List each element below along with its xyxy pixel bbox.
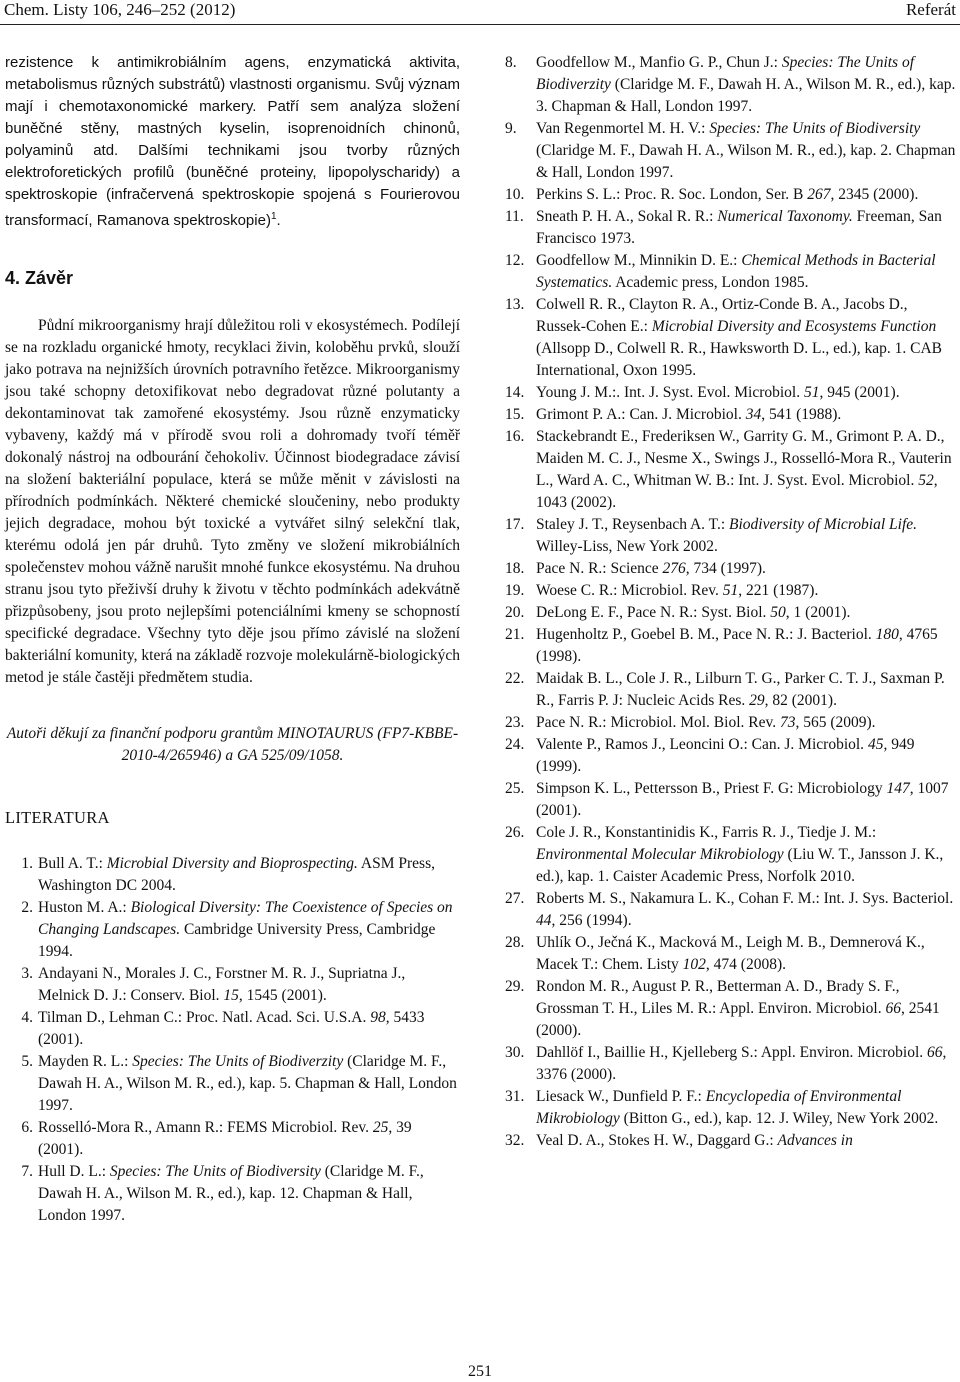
reference-italic: 180 [875,626,899,643]
reference-italic: 73 [779,714,796,731]
reference-italic: 98 [370,1009,386,1026]
reference-number: 20. [505,604,525,621]
reference-text: Rosselló-Mora R., Amann R.: FEMS Microbiol. Rev. [38,1119,373,1136]
reference-text-end: , 565 (2009). [795,714,876,731]
reference-item [505,404,960,426]
reference-item [505,294,960,382]
reference-number: 14. [505,384,525,401]
reference-text-end: (Claridge M. F., Dawah H. A., Wilson M. R., ed.), kap. 3. Chapman & Hall, London 1997. [536,76,956,115]
reference-text: Hugenholtz P., Goebel B. M., Pace N. R.: J. Bacteriol. [536,626,876,643]
reference-italic: 34 [745,406,762,423]
reference-item [505,1130,960,1152]
reference-italic: 25 [372,1119,389,1136]
page-number: 251 [468,1363,492,1380]
reference-number: 13. [505,296,525,313]
reference-item [5,1161,460,1227]
reference-text-end: , 949 (1999). [536,736,915,775]
reference-number: 23. [505,714,525,731]
reference-number: 8. [505,54,517,71]
reference-text: DeLong E. F., Pace N. R.: Syst. Biol. [536,604,771,621]
reference-text-end: Academic press, London 1985. [612,274,809,291]
reference-text-end: Cambridge University Press, Cambridge 1994. [38,921,436,960]
reference-item [505,580,960,602]
reference-text-end: , 1 (2001). [785,604,851,621]
reference-italic: Species: The Units of Biodiverzity [536,54,915,93]
journal-citation: Chem. Listy 106, 246–252 (2012) [4,0,236,19]
reference-list-left [5,853,460,1227]
reference-italic: Species: The Units of Biodiversity [709,120,921,137]
reference-item [505,206,960,250]
reference-number: 11. [505,208,524,225]
reference-item [505,602,960,624]
left-column [5,52,460,1227]
reference-number: 30. [505,1044,525,1061]
reference-italic: 51 [804,384,820,401]
reference-text: Liesack W., Dunfield P. F.: [536,1088,706,1105]
reference-text-end: , 5433 (2001). [38,1009,425,1048]
reference-item [505,778,960,822]
reference-italic: 102 [682,956,706,973]
reference-number: 17. [505,516,525,533]
reference-number: 15. [505,406,525,423]
reference-italic: Advances in [777,1132,853,1149]
reference-text-end: , 221 (1987). [738,582,819,599]
reference-text-end: (Bitton G., ed.), kap. 12. J. Wiley, New York 2002. [619,1110,939,1127]
reference-text-end: , 1545 (2001). [238,987,327,1004]
reference-italic: Biodiversity of Microbial Life. [729,516,917,533]
reference-text: Roberts M. S., Nakamura L. K., Cohan F. M.: Int. J. Sys. Bacteriol. [536,890,954,907]
section-label: Referát [905,0,956,19]
reference-number: 27. [505,890,525,907]
reference-text: Huston M. A.: [38,899,131,916]
reference-text-end: Freeman, San Francisco 1973. [536,208,942,247]
reference-italic: 147 [886,780,910,797]
reference-number: 2. [21,899,33,916]
reference-number: 1. [21,855,33,872]
reference-text: Pace N. R.: Microbiol. Mol. Biol. Rev. [536,714,780,731]
reference-text: Dahllöf I., Baillie H., Kjelleberg S.: Appl. Environ. Microbiol. [536,1044,928,1061]
reference-text-end: Willey-Liss, New York 2002. [536,538,718,555]
reference-number: 19. [505,582,525,599]
reference-number: 6. [21,1119,33,1136]
reference-item [5,1051,460,1117]
reference-number: 18. [505,560,525,577]
reference-item [505,624,960,668]
reference-number: 29. [505,978,525,995]
reference-item [505,52,960,118]
reference-text: Sneath P. H. A., Sokal R. R.: [536,208,718,225]
reference-italic: 15 [223,987,239,1004]
reference-text: Uhlík O., Ječná K., Macková M., Leigh M. B., Demnerová K., Macek T.: Chem. Listy [536,934,925,973]
reference-italic: Biological Diversity: The Coexistence of Species on Changing Landscapes. [38,899,453,938]
reference-text: Maidak B. L., Cole J. R., Lilburn T. G., Parker C. T. J., Saxman P. R., Farris P. J: Nucleic Acids Res. [536,670,945,709]
reference-item [505,426,960,514]
reference-number: 7. [21,1163,33,1180]
reference-text: Staley J. T., Reysenbach A. T.: [536,516,730,533]
reference-item [505,932,960,976]
reference-italic: 276 [662,560,686,577]
reference-text: Valente P., Ramos J., Leoncini O.: Can. J. Microbiol. [536,736,868,753]
right-column [505,52,960,1152]
reference-item [505,734,960,778]
reference-item [505,668,960,712]
reference-number: 4. [21,1009,33,1026]
reference-text: Rondon M. R., August P. R., Betterman A. D., Brady S. F., Grossman T. H., Liles M. R.: Appl. Environ. Microbiol. [536,978,900,1017]
reference-item [505,712,960,734]
reference-italic: 45 [867,736,884,753]
reference-item [505,558,960,580]
reference-text: Hull D. L.: [38,1163,110,1180]
reference-text: Goodfellow M., Manfio G. P., Chun J.: [536,54,782,71]
acknowledgement: Autoři děkují za finanční podporu grantům MINOTAURUS (FP7-KBBE-2010-4/265946) a GA 525/09/1058. [6,725,459,764]
reference-number: 3. [21,965,33,982]
reference-number: 10. [505,186,525,203]
reference-italic: Environmental Molecular Mikrobiology [536,846,784,863]
reference-text: Stackebrandt E., Frederiksen W., Garrity G. M., Grimont P. A. D., Maiden M. C. J., Nesme X., Swings J., Rosselló-Mora R., Vauterin L., Ward A. C., Whitman W. B.: Int. J. Syst. Evol. Microbiol. [536,428,952,489]
reference-item [5,853,460,897]
reference-italic: 50 [770,604,786,621]
reference-italic: 52 [918,472,934,489]
reference-italic: Species: The Units of Biodiverzity [132,1053,344,1070]
reference-text-end: , 945 (2001). [819,384,900,401]
reference-text-end: , 1007 (2001). [536,780,949,819]
reference-number: 24. [505,736,525,753]
reference-text-end: , 256 (1994). [551,912,632,929]
reference-text-end: , 541 (1988). [761,406,842,423]
reference-italic: 51 [722,582,739,599]
reference-number: 32. [505,1132,525,1149]
reference-item [5,1117,460,1161]
reference-list-right [505,52,960,1152]
reference-number: 26. [505,824,525,841]
reference-item [505,976,960,1042]
reference-text: Andayani N., Morales J. C., Forstner M. R. J., Supriatna J., Melnick D. J.: Conserv. Biol. [38,965,406,1004]
reference-text-end: , 734 (1997). [685,560,766,577]
reference-item [505,382,960,404]
reference-text: Young J. M.:. Int. J. Syst. Evol. Microbiol. [536,384,804,401]
reference-text-end: , 1043 (2002). [536,472,938,511]
reference-text-end: , 3376 (2000). [536,1044,947,1083]
reference-text-end: , 82 (2001). [764,692,837,709]
reference-italic: Species: The Units of Biodiversity [109,1163,321,1180]
reference-item [5,963,460,1007]
reference-text: Veal D. A., Stokes H. W., Daggard G.: [536,1132,778,1149]
reference-text-end: , 4765 (1998). [536,626,938,665]
literature-heading: LITERATURA [5,808,110,827]
reference-italic: Chemical Methods in Bacterial Systematics. [536,252,936,291]
reference-italic: 66 [927,1044,943,1061]
reference-number: 25. [505,780,525,797]
reference-text: Pace N. R.: Science [536,560,663,577]
reference-item [505,250,960,294]
reference-text: Cole J. R., Konstantinidis K., Farris R. J., Tiedje J. M.: [536,824,877,841]
reference-text: Van Regenmortel M. H. V.: [536,120,710,137]
reference-text-end: (Allsopp D., Colwell R. R., Hawksworth D. L., ed.), kap. 1. CAB International, Oxon 1995. [536,340,942,379]
section-heading: 4. Závěr [5,268,74,288]
reference-text: Tilman D., Lehman C.: Proc. Natl. Acad. Sci. U.S.A. [38,1009,371,1026]
reference-text-end: (Claridge M. F., Dawah H. A., Wilson M. R., ed.), kap. 5. Chapman & Hall, London 1997. [38,1053,457,1114]
reference-item [505,184,960,206]
conclusion-paragraph: Půdní mikroorganismy hrají důležitou roli v ekosystémech. Podílejí se na rozkladu organické hmoty, recyklaci živin, koloběhu prvků, slouží jako potrava na nejnižších úrovních potravního řetězce. Mikroorganismy jsou také schopny detoxifikovat nebo degradovat různé polutanty a dekontaminovat tak zamořené ekosystémy. Jsou různě enzymaticky vybaveny, každý má v přírodě svou roli a dohromady tvoří téměř dokonalý nástroj na odbourání čehokoliv. Účinnost biodegradace závisí na složení bakteriální populace, která se může měnit v závislosti na přírodních podmínkách. Některé chemické sloučeniny, nebo produkty jejich degradace, mohou být toxické a vytvářet silný selekční tlak, kterému odolá jen pár druhů. Tyto změny ve složení mikrobiálních společenstev mohou vážně narušit mnohé funkce ekosystému. Na druhou stranu jsou tyto přeživší druhy k životu v těchto podmínkách adekvátně přizpůsobeny, jsou proto nejlepšími potenciálními kmeny se schopností specifické degradace. Všechny tyto děje jsou přímo závislé na složení bakteriální komunity, která na základě rozvoje molekulárně-biologických metod je stále častěji předmětem studia. [5,317,460,686]
reference-text: Goodfellow M., Minnikin D. E.: [536,252,742,269]
reference-italic: Microbial Diversity and Bioprospecting. [106,855,358,872]
reference-italic: 44 [536,912,552,929]
reference-text-end: , 474 (2008). [705,956,786,973]
reference-italic: Encyclopedia of Environmental Mikrobiology [536,1088,902,1127]
reference-number: 22. [505,670,525,687]
reference-item [505,1042,960,1086]
reference-text-end: , 2345 (2000). [830,186,919,203]
reference-text: Bull A. T.: [38,855,107,872]
reference-text-end: (Claridge M. F., Dawah H. A., Wilson M. R., ed.), kap. 12. Chapman & Hall, London 1997. [38,1163,424,1224]
reference-italic: 66 [885,1000,901,1017]
intro-paragraph: rezistence k antimikrobiálním agens, enzymatická aktivita, metabolismus různých substrátů) vlastnosti organismu. Svůj význam mají i chemotaxonomické markery. Patří sem analýza složení buněčné stěny, mastných kyselin, isoprenoidních chinonů, polyaminů atd. Dalšími technikami jsou tvorby různých elektroforetických profilů (buněčné proteiny, lipopolyscharidy) a spektroskopie (infračervená spektroskopie spojená s Fourierovou transformací, Ramanova spektroskopie)$^1$. [5,54,460,229]
reference-item [505,118,960,184]
reference-italic: Microbial Diversity and Ecosystems Function [651,318,937,335]
reference-number: 28. [505,934,525,951]
reference-item [505,1086,960,1130]
header-rule [0,24,960,25]
reference-text-end: , 2541 (2000). [536,1000,940,1039]
page-header [0,0,960,26]
reference-item [505,822,960,888]
reference-number: 21. [505,626,525,643]
reference-item [505,888,960,932]
reference-text-end: (Claridge M. F., Dawah H. A., Wilson M. R., ed.), kap. 2. Chapman & Hall, London 1997. [536,142,956,181]
reference-item [5,1007,460,1051]
reference-italic: Numerical Taxonomy. [717,208,853,225]
reference-text-end: ASM Press, Washington DC 2004. [38,855,435,894]
reference-text: Perkins S. L.: Proc. R. Soc. London, Ser. B [536,186,808,203]
reference-italic: 267 [807,186,831,203]
reference-number: 9. [505,120,517,137]
reference-number: 31. [505,1088,525,1105]
reference-text-end: (Liu W. T., Jansson J. K., ed.), kap. 1. Caister Academic Press, Norfolk 2010. [536,846,944,885]
reference-text: Simpson K. L., Pettersson B., Priest F. G: Microbiology [536,780,887,797]
reference-italic: 29 [749,692,765,709]
reference-item [5,897,460,963]
reference-text: Colwell R. R., Clayton R. A., Ortiz-Conde B. A., Jacobs D., Russek-Cohen E.: [536,296,908,335]
reference-text: Woese C. R.: Microbiol. Rev. [536,582,723,599]
reference-number: 5. [21,1053,33,1070]
reference-text: Grimont P. A.: Can. J. Microbiol. [536,406,746,423]
reference-item [505,514,960,558]
reference-text: Mayden R. L.: [38,1053,133,1070]
reference-number: 12. [505,252,525,269]
reference-text-end: , 39 (2001). [38,1119,412,1158]
reference-number: 16. [505,428,525,445]
